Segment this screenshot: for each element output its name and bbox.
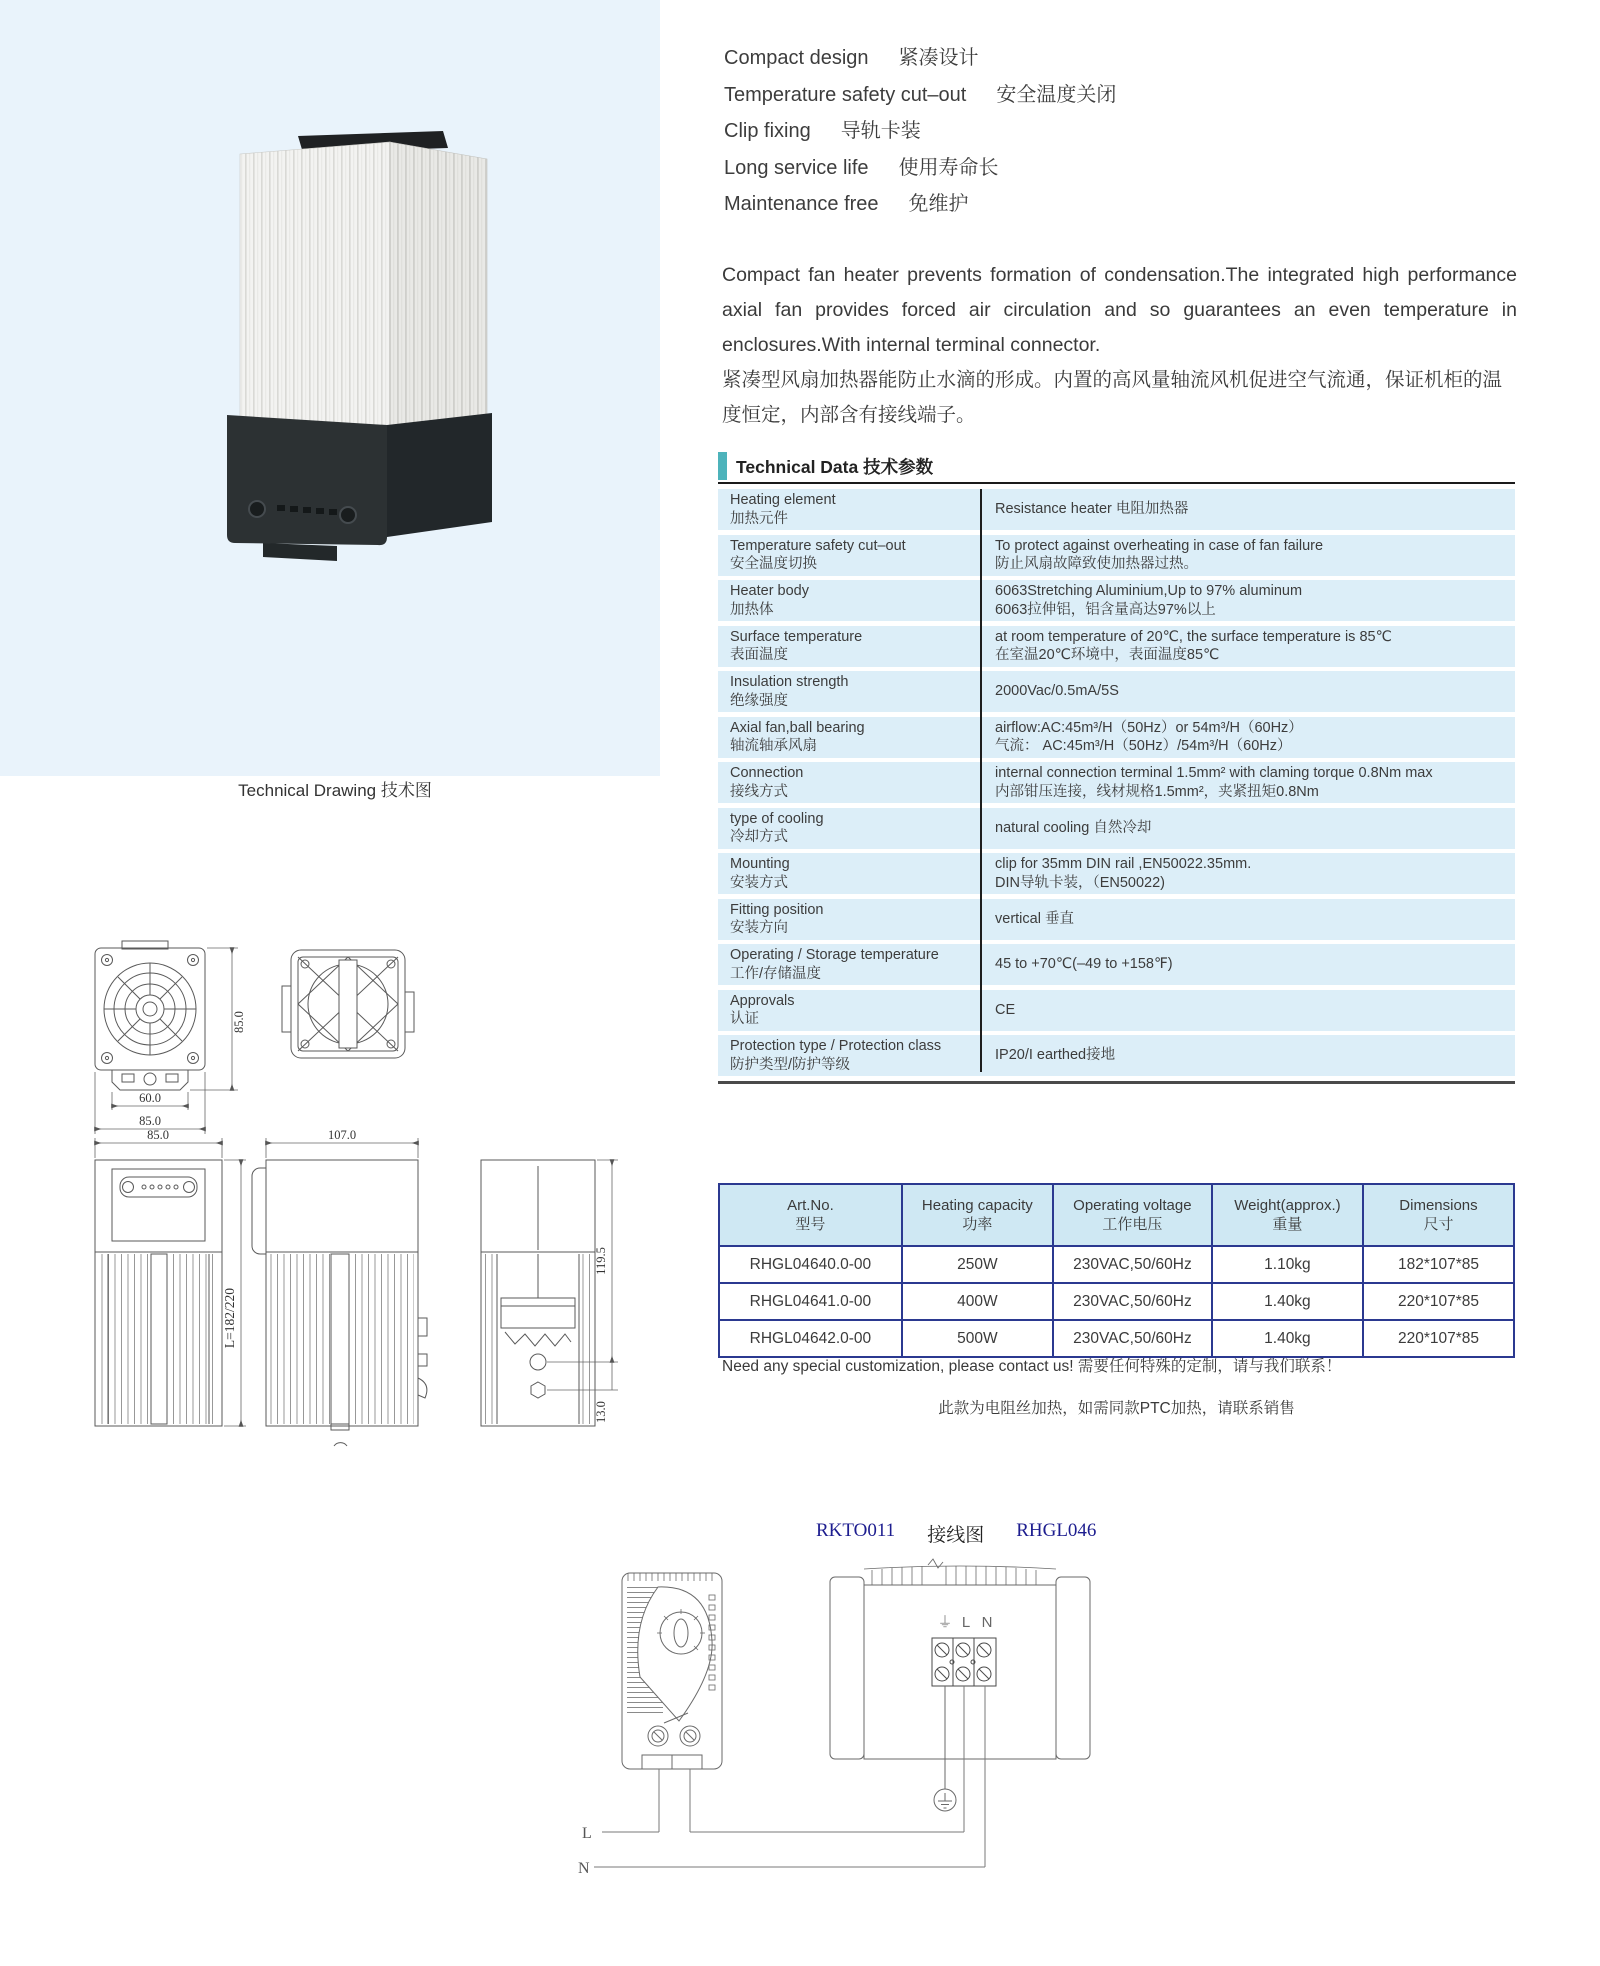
tech-row-axial-fan: Axial fan,ball bearing 轴流轴承风扇 airflow:AC:45m³/H（50Hz）or 54m³/H（60Hz） 气流： AC:45m³/H（50Hz）/54m³/H（60Hz） [718, 717, 1515, 758]
table-row [719, 1283, 1514, 1320]
wiring-connections [594, 1686, 985, 1867]
col-capacity: Heating capacity 功率 [902, 1184, 1053, 1246]
col-artno: Art.No. 型号 [719, 1184, 902, 1246]
feature-en: Maintenance free [724, 193, 879, 215]
technical-data-header [718, 450, 1515, 484]
cell-dimensions: 182*107*85 [1363, 1246, 1514, 1283]
cell-capacity: 400W [902, 1283, 1053, 1320]
cell-artno: RHGL04640.0-00 [719, 1246, 902, 1283]
feature-zh: 免维护 [908, 193, 969, 215]
cell-artno: RHGL04641.0-00 [719, 1283, 902, 1320]
technical-drawing-label: Technical Drawing 技术图 [238, 781, 432, 800]
col-weight: Weight(approx.) 重量 [1212, 1184, 1363, 1246]
cell-capacity: 250W [902, 1246, 1053, 1283]
feature-item [724, 113, 1116, 150]
tech-row-safety-cutout: Temperature safety cut–out 安全温度切换 To protect against overheating in case of fan failure 防止风扇故障致使加热器过热。 [718, 535, 1515, 576]
wire-label-neutral: N [578, 1860, 590, 1877]
product-photo-panel [0, 0, 660, 776]
tech-row-mounting: Mounting 安装方式 clip for 35mm DIN rail ,EN50022.35mm. DIN导轨卡装，（EN50022) [718, 853, 1515, 894]
drawing-fan-front-view [95, 941, 205, 1090]
feature-en: Temperature safety cut–out [724, 83, 967, 106]
tech-row-protection: Protection type / Protection class 防护类型/防护等级 IP20/I earthed接地 [718, 1035, 1515, 1076]
feature-item [724, 150, 1116, 187]
aluminium-fins-left-face [240, 142, 390, 446]
cell-artno: RHGL04642.0-00 [719, 1320, 902, 1357]
technical-data-rows [718, 489, 1515, 1076]
tech-row-connection: Connection 接线方式 internal connection terminal 1.5mm² with claming torque 0.8Nm max 内部钳压连接，线材规格1.5mm²，夹紧扭矩0.8Nm [718, 762, 1515, 803]
cell-weight: 1.40kg [1212, 1320, 1363, 1357]
dim-label-clip-height: 119.5 [594, 1247, 608, 1275]
tech-row-surface-temperature: Surface temperature 表面温度 at room temperature of 20℃, the surface temperature is 85℃ 在室温20℃环境中，表面温度85℃ [718, 626, 1515, 667]
cell-dimensions: 220*107*85 [1363, 1320, 1514, 1357]
feature-list [724, 40, 1116, 223]
feature-zh: 使用寿命长 [898, 156, 999, 179]
product-table [718, 1183, 1515, 1358]
feature-item [724, 40, 1116, 77]
tech-row-insulation-strength: Insulation strength 绝缘强度 2000Vac/0.5mA/5S [718, 671, 1515, 712]
heater-model: RHGL046 [1016, 1520, 1097, 1541]
description-en: Compact fan heater prevents formation of condensation.The integrated high performance axial fan provides forced air circulation and so guarantees an even temperature in enclosures.With internal terminal connector. [722, 264, 1517, 356]
tech-row-operating-temperature: Operating / Storage temperature 工作/存储温度 45 to +70℃(–49 to +158℉) [718, 944, 1515, 985]
plastic-base-side [387, 413, 492, 537]
feature-en: Long service life [724, 156, 869, 179]
drawing-elevation-rear [481, 1160, 595, 1426]
wiring-diagram-title [816, 1520, 1096, 1547]
description-zh: 紧凑型风扇加热器能防止水滴的形成。内置的高风量轴流风机促进空气流通，保证机柜的温度恒定，内部含有接线端子。 [722, 369, 1503, 426]
feature-item [724, 77, 1116, 114]
drawing-elevation-front [95, 1160, 222, 1426]
accent-bar [718, 452, 727, 480]
feature-en: Compact design [724, 47, 869, 69]
feature-zh: 导轨卡装 [840, 120, 921, 142]
dim-label-clip-offset: 13.0 [594, 1401, 608, 1423]
customization-note: Need any special customization, please contact us! 需要任何特殊的定制，请与我们联系！ [722, 1358, 1342, 1375]
dim-label-elev-width: 85.0 [147, 1128, 169, 1142]
dim-label-foot-width: 60.0 [139, 1091, 161, 1105]
drawing-elevation-side [252, 1160, 427, 1446]
cell-voltage: 230VAC,50/60Hz [1053, 1320, 1212, 1357]
feature-zh: 安全温度关闭 [996, 83, 1117, 106]
feature-en: Clip fixing [724, 120, 811, 142]
product-photo [205, 112, 515, 562]
drawing-fan-rear-view [282, 950, 414, 1058]
line-terminal-label: L [961, 1614, 971, 1631]
aluminium-fins-right-face [390, 142, 487, 442]
ptc-note: 此款为电阻丝加热，如需同款PTC加热，请联系销售 [938, 1400, 1295, 1417]
wire-label-line: L [582, 1825, 592, 1842]
tech-row-heating-element: Heating element 加热元件 Resistance heater 电阻加热器 [718, 489, 1515, 530]
plastic-base-front [227, 415, 387, 545]
cell-capacity: 500W [902, 1320, 1053, 1357]
neutral-terminal-label: N [981, 1614, 993, 1631]
thermostat-symbol [622, 1573, 722, 1769]
technical-drawings [60, 888, 640, 1458]
cell-weight: 1.10kg [1212, 1246, 1363, 1283]
dim-label-front-width: 85.0 [139, 1114, 161, 1128]
tech-row-cooling: type of cooling 冷却方式 natural cooling 自然冷却 [718, 808, 1515, 849]
technical-data-title: Technical Data 技术参数 [736, 456, 934, 477]
terminal-block [932, 1638, 996, 1686]
feature-item [724, 186, 1116, 223]
cell-voltage: 230VAC,50/60Hz [1053, 1246, 1212, 1283]
cell-voltage: 230VAC,50/60Hz [1053, 1283, 1212, 1320]
tech-row-heater-body: Heater body 加热体 6063Stretching Aluminium,Up to 97% aluminum 6063拉伸铝，铝含量高达97%以上 [718, 580, 1515, 621]
tech-row-approvals: Approvals 认证 CE [718, 990, 1515, 1031]
col-dimensions: Dimensions 尺寸 [1363, 1184, 1514, 1246]
base-clip-tab [263, 543, 337, 561]
cell-weight: 1.40kg [1212, 1283, 1363, 1320]
dim-label-front-height: 85.0 [232, 1011, 246, 1033]
heater-symbol [830, 1559, 1090, 1759]
earth-ground-symbol [934, 1686, 956, 1811]
product-table-header-row [719, 1184, 1514, 1246]
thermostat-model: RKTO011 [816, 1520, 896, 1541]
feature-zh: 紧凑设计 [898, 47, 979, 69]
cell-dimensions: 220*107*85 [1363, 1283, 1514, 1320]
product-description [722, 258, 1517, 433]
wiring-diagram-label: 接线图 [927, 1525, 985, 1546]
dim-label-length: L=182/220 [222, 1287, 237, 1349]
column-divider [980, 489, 982, 1072]
earth-terminal-label: ⏚ [937, 1614, 953, 1631]
table-bottom-rule [718, 1081, 1515, 1085]
technical-data-section [718, 450, 1515, 1084]
tech-row-fitting-position: Fitting position 安装方向 vertical 垂直 [718, 899, 1515, 940]
base-screw-right [340, 507, 356, 523]
base-screw-left [249, 501, 265, 517]
wiring-diagram [560, 1555, 1160, 1965]
dim-label-side-width: 107.0 [327, 1128, 357, 1142]
table-row [719, 1320, 1514, 1357]
col-voltage: Operating voltage 工作电压 [1053, 1184, 1212, 1246]
table-row [719, 1246, 1514, 1283]
